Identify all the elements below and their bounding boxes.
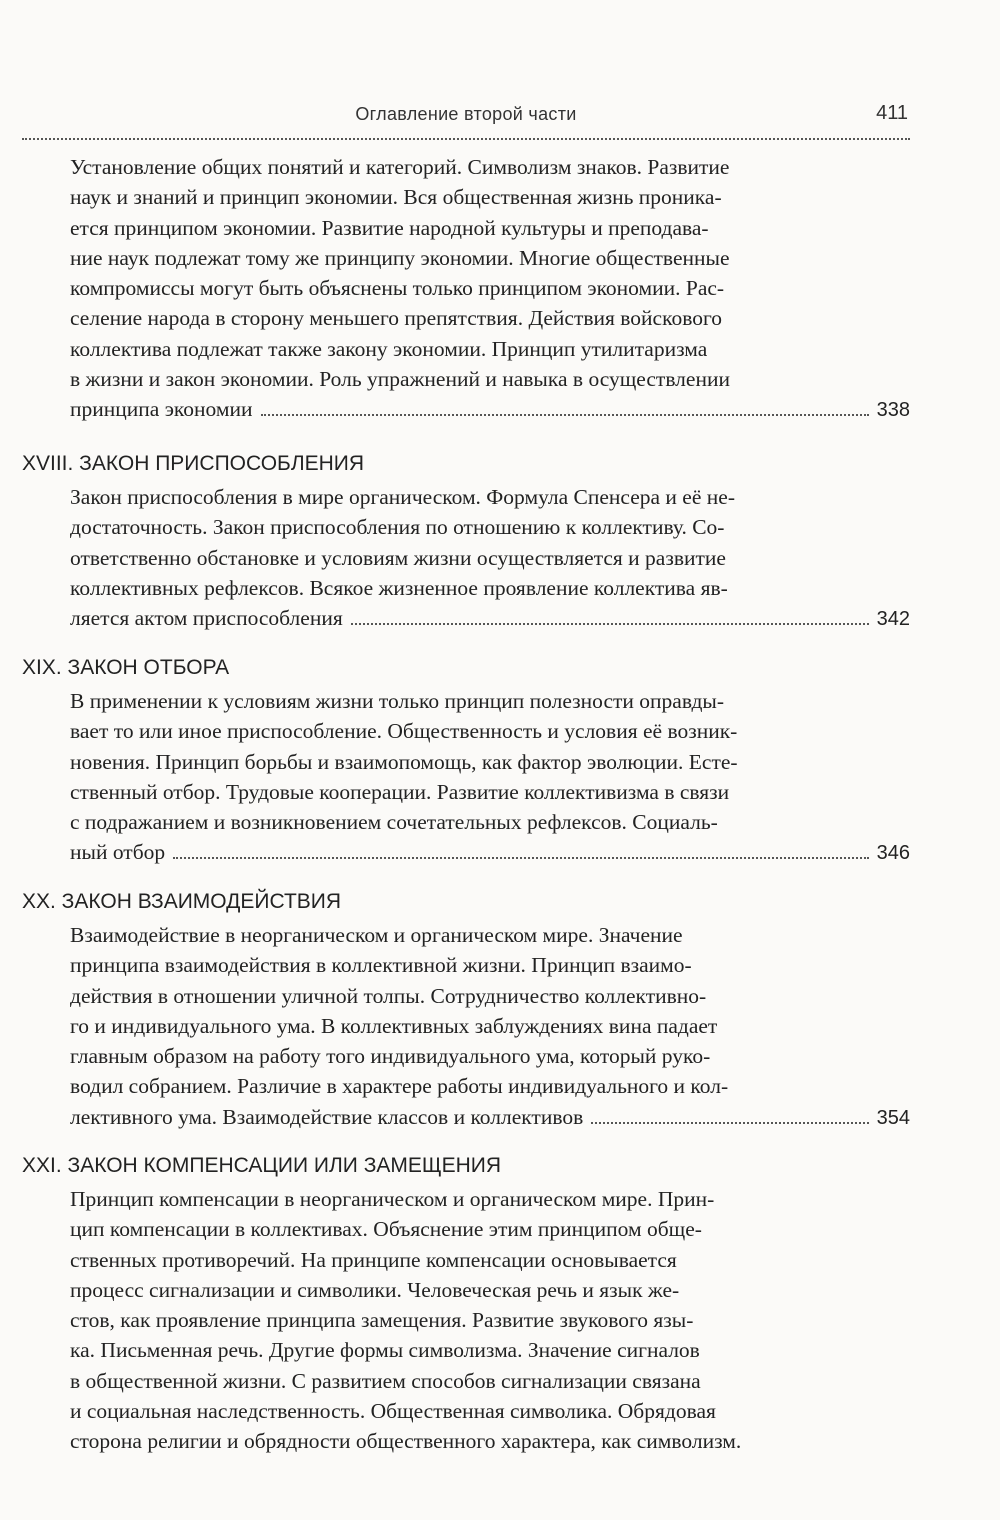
toc-text-line: цип компенсации в коллективах. Объяснение этим принципом обще- xyxy=(70,1217,702,1242)
toc-text-line: процесс сигнализации и символики. Человеческая речь и язык же- xyxy=(70,1277,680,1302)
dot-leader xyxy=(173,856,868,859)
toc-text-line: ный отбор xyxy=(70,840,166,865)
toc-entry-xix xyxy=(22,652,910,869)
toc-text-line: го и индивидуального ума. В коллективных заблуждениях вина падает xyxy=(70,1013,718,1038)
toc-text-line: новения. Принцип борьбы и взаимопомощь, как фактор эволюции. Есте- xyxy=(70,749,738,774)
toc-text-line: и социальная наследственность. Общественная символика. Обрядовая xyxy=(70,1399,716,1424)
chapter-heading: XX. ЗАКОН ВЗАИМОДЕЙСТВИЯ xyxy=(22,890,342,913)
dot-leader xyxy=(351,622,869,625)
dot-leader xyxy=(261,413,869,416)
toc-text-line: стов, как проявление принципа замещения. Развитие звукового язы- xyxy=(70,1308,694,1333)
running-header xyxy=(22,98,910,140)
dot-leader xyxy=(591,1121,868,1124)
toc-text-line: ляется актом приспособления xyxy=(70,606,343,631)
running-header-title: Оглавление второй части xyxy=(355,104,577,124)
toc-text-line: достаточность. Закон приспособления по отношению к коллективу. Со- xyxy=(70,515,725,540)
toc-text-line: ответственно обстановке и условиям жизни осуществляется и развитие xyxy=(70,545,726,570)
toc-text-line: ственных противоречий. На принципе компенсации основывается xyxy=(70,1247,677,1272)
chapter-heading: XIX. ЗАКОН ОТБОРА xyxy=(22,656,230,679)
toc-entry-xx xyxy=(22,886,910,1133)
toc-text-line: компромиссы могут быть объяснены только принципом экономии. Рас- xyxy=(70,276,725,301)
toc-text-line: вает то или иное приспособление. Общественность и условия её возник- xyxy=(70,719,738,744)
toc-page-ref: 346 xyxy=(876,842,910,865)
toc-text-line: селение народа в сторону меньшего препятствия. Действия войскового xyxy=(70,306,722,331)
toc-text-line: Принцип компенсации в неорганическом и органическом мире. Прин- xyxy=(70,1187,715,1211)
toc-text-line: действия в отношении уличной толпы. Сотрудничество коллективно- xyxy=(70,983,707,1008)
toc-page-ref: 338 xyxy=(876,399,910,422)
toc-text-line: лективного ума. Взаимодействие классов и коллективов xyxy=(70,1104,584,1129)
toc-text-line: В применении к условиям жизни только принцип полезности оправды- xyxy=(70,689,724,713)
toc-text-line: наук и знаний и принцип экономии. Вся общественная жизнь проника- xyxy=(70,185,722,210)
toc-text-line: водил собранием. Различие в характере работы индивидуального и кол- xyxy=(70,1074,729,1099)
page-number: 411 xyxy=(876,102,908,124)
toc-text-line: ние наук подлежат тому же принципу экономии. Многие общественные xyxy=(70,245,730,270)
toc-page-ref: 354 xyxy=(876,1106,910,1129)
toc-text-line: коллектива подлежат также закону экономии. Принцип утилитаризма xyxy=(70,336,708,361)
toc-text-line: главным образом на работу того индивидуального ума, который руко- xyxy=(70,1044,711,1069)
toc-page-ref: 342 xyxy=(876,608,910,631)
toc-text-line: коллективных рефлексов. Всякое жизненное проявление коллектива яв- xyxy=(70,575,728,600)
toc-text-line: ется принципом экономии. Развитие народной культуры и преподава- xyxy=(70,215,709,240)
toc-entry-xxi xyxy=(22,1150,910,1457)
toc-text-line: с подражанием и возникновением сочетательных рефлексов. Социаль- xyxy=(70,810,718,835)
toc-entry-xviii xyxy=(22,448,910,634)
toc-text-line: ка. Письменная речь. Другие формы символизма. Значение сигналов xyxy=(70,1338,700,1363)
chapter-heading: XVIII. ЗАКОН ПРИСПОСОБЛЕНИЯ xyxy=(22,452,365,475)
toc-text-line: Установление общих понятий и категорий. Символизм знаков. Развитие xyxy=(70,155,730,179)
toc-text-line: в жизни и закон экономии. Роль упражнений и навыка в осуществлении xyxy=(70,367,730,392)
toc-text-line: Взаимодействие в неорганическом и органическом мире. Значение xyxy=(70,923,683,947)
chapter-heading: XXI. ЗАКОН КОМПЕНСАЦИИ ИЛИ ЗАМЕЩЕНИЯ xyxy=(22,1154,502,1177)
toc-text-line: Закон приспособления в мире органическом. Формула Спенсера и её не- xyxy=(70,485,735,509)
toc-text-line: ственный отбор. Трудовые кооперации. Развитие коллективизма в связи xyxy=(70,779,730,804)
toc-text-line: принципа экономии xyxy=(70,397,253,422)
toc-text-line: принципа взаимодействия в коллективной жизни. Принцип взаимо- xyxy=(70,953,692,978)
toc-entry-continuation xyxy=(22,152,910,426)
toc-text-line: в общественной жизни. С развитием способов сигнализации связана xyxy=(70,1368,701,1393)
toc-text-line: сторона религии и обрядности общественного характера, как символизм. xyxy=(70,1429,742,1454)
